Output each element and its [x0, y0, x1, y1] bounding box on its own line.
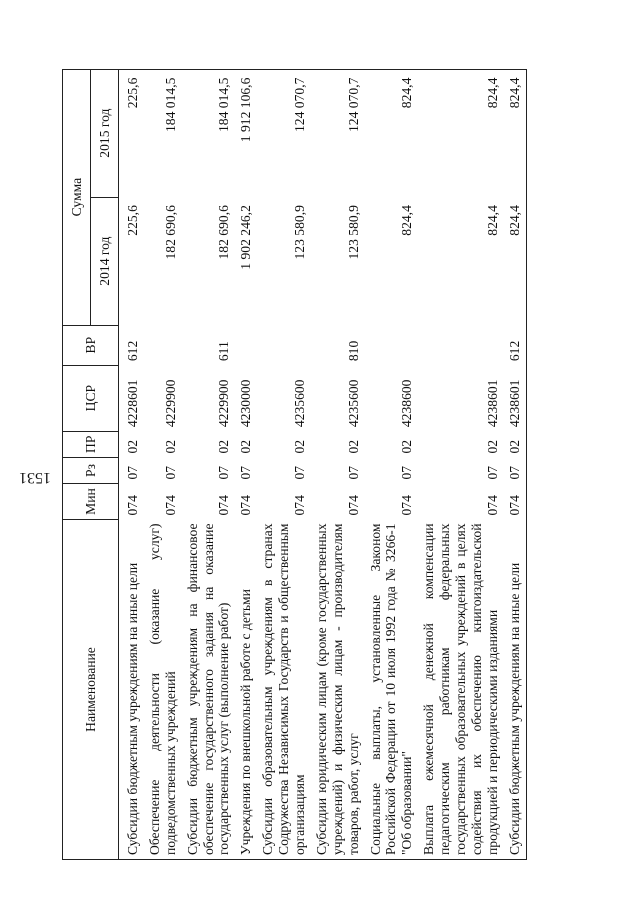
cell-name: Субсидии образовательным учреждениям в странах Содружества Независимых Государств и общественным организациям [257, 520, 311, 860]
cell-name: Социальные выплаты, установленные Законом Российской Федерации от 10 июля 1992 года № 3266-1 "Об образовании" [365, 520, 419, 860]
cell-name: Учреждения по внешкольной работе с детьми [235, 520, 257, 860]
table-row [365, 69, 419, 859]
header-csr: ЦСР [63, 365, 119, 431]
cell-csr: 4235600 [292, 379, 308, 428]
table-row [235, 69, 257, 859]
table-body [119, 69, 527, 859]
cell-rz: 07 [238, 465, 254, 480]
cell-csr: 4235600 [345, 379, 361, 428]
cell-csr: 4238601 [484, 379, 500, 428]
table-row [504, 69, 526, 859]
cell-y2014: 182 690,6 [162, 205, 178, 260]
cell-name: Субсидии юридическим лицам (кроме государственных учреждений) и физическим лицам - производителям товаров, работ, услуг [311, 520, 365, 860]
cell-rz: 07 [504, 458, 526, 484]
cell-min: 074 [399, 495, 415, 516]
page-number: 1531 [19, 469, 51, 486]
cell-y2015: 1 912 106,6 [235, 69, 257, 197]
cell-y2015: 124 070,7 [257, 69, 311, 197]
table-row [144, 69, 182, 859]
header-vr: ВР [63, 325, 119, 365]
header-sum: Сумма [63, 69, 91, 325]
cell-name: Субсидии бюджетным учреждениям на иные цели [504, 520, 526, 860]
cell-vr: 612 [504, 325, 526, 365]
cell-rz: 07 [399, 465, 415, 480]
cell-min: 074 [504, 484, 526, 520]
cell-pr: 02 [399, 439, 415, 454]
cell-rz: 07 [484, 465, 500, 480]
cell-vr [257, 325, 311, 365]
cell-min: 074 [125, 495, 140, 516]
page-number-area [0, 0, 52, 905]
cell-csr: 4230000 [238, 379, 254, 428]
cell-pr: 02 [345, 439, 361, 454]
header-name: Наименование [63, 520, 119, 860]
budget-table [62, 69, 527, 860]
table-row [119, 69, 144, 859]
cell-pr: 02 [125, 439, 140, 454]
cell-y2015: 824,4 [504, 69, 526, 197]
cell-y2015: 184 014,5 [144, 69, 182, 197]
cell-pr: 02 [238, 439, 254, 454]
cell-pr: 02 [216, 439, 232, 454]
cell-y2014: 182 690,6 [216, 205, 232, 260]
cell-y2015: 124 070,7 [311, 69, 365, 197]
cell-y2014: 824,4 [399, 205, 415, 236]
cell-y2014: 123 580,9 [345, 205, 361, 260]
cell-rz: 07 [216, 465, 232, 480]
cell-rz: 07 [162, 465, 178, 480]
header-year-2014: 2014 год [91, 197, 119, 325]
table-row [418, 69, 503, 859]
cell-pr: 02 [162, 439, 178, 454]
cell-min: 074 [292, 495, 308, 516]
cell-y2014: 123 580,9 [292, 205, 308, 260]
cell-rz: 07 [345, 465, 361, 480]
cell-csr: 4238600 [399, 379, 415, 428]
cell-min: 074 [345, 495, 361, 516]
cell-min: 074 [484, 495, 500, 516]
header-pr: ПР [63, 431, 119, 457]
cell-rz: 07 [292, 465, 308, 480]
header-rz: Рз [63, 458, 119, 484]
cell-y2014: 824,4 [504, 197, 526, 325]
table-row [257, 69, 311, 859]
cell-vr: 612 [125, 340, 140, 362]
cell-vr [365, 325, 419, 365]
cell-pr: 02 [504, 431, 526, 457]
cell-min: 074 [216, 495, 232, 516]
header-min: Мин [63, 484, 119, 520]
cell-vr: 810 [345, 340, 361, 362]
cell-vr: 611 [216, 341, 232, 362]
table-row [182, 69, 236, 859]
cell-name: Обеспечение деятельности (оказание услуг) подведомственных учреждений [144, 520, 182, 860]
table-header [63, 69, 119, 859]
cell-y2014: 824,4 [484, 205, 500, 236]
cell-csr: 4238601 [504, 365, 526, 431]
cell-csr: 4229900 [162, 379, 178, 428]
cell-y2015: 824,4 [365, 69, 419, 197]
cell-pr: 02 [484, 439, 500, 454]
cell-y2015: 184 014,5 [182, 69, 236, 197]
cell-vr [144, 325, 182, 365]
cell-y2014: 225,6 [125, 205, 140, 236]
cell-y2015: 824,4 [418, 69, 503, 197]
cell-vr [235, 325, 257, 365]
cell-min: 074 [238, 495, 254, 516]
table-row [311, 69, 365, 859]
cell-name: Субсидии бюджетным учреждениям на иные цели [119, 520, 144, 860]
cell-csr: 4229900 [216, 379, 232, 428]
cell-name: Субсидии бюджетным учреждениям на финансовое обеспечение государственного задания на оказание государственных услуг (выполнение работ) [182, 520, 236, 860]
cell-pr: 02 [292, 439, 308, 454]
cell-name: Выплата ежемесячной денежной компенсации педагогическим работникам федеральных государственных образовательных учреждений в целях содействия их обеспечению книгоиздательской продукцией и периодическими изданиями [418, 520, 503, 860]
cell-min: 074 [162, 495, 178, 516]
cell-y2015: 225,6 [119, 69, 144, 197]
cell-rz: 07 [125, 465, 140, 480]
cell-y2014: 1 902 246,2 [238, 205, 254, 270]
cell-vr [418, 325, 503, 365]
header-year-2015: 2015 год [91, 69, 119, 197]
cell-csr: 4228601 [125, 379, 140, 428]
